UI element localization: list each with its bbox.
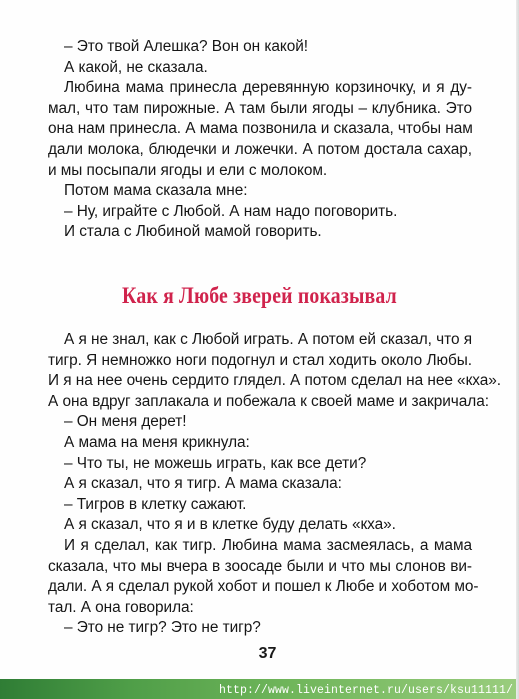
text-line: А мама на меня крикнула: bbox=[64, 433, 250, 451]
text-line: тигр. Я немножко ноги подогнул и стал ходить около Любы. bbox=[48, 351, 472, 369]
text-line: Потом мама сказала мне: bbox=[64, 182, 248, 200]
text-line: она нам принесла. А мама позвонила и сказала, чтобы нам bbox=[48, 120, 473, 138]
text-line: А я сказал, что я тигр. А мама сказала: bbox=[64, 475, 342, 493]
text-line: Любина мама принесла деревянную корзиночку, и я ду- bbox=[64, 79, 472, 97]
page-number: 37 bbox=[258, 645, 277, 662]
text-line: и мы посыпали ягоды и ели с молоком. bbox=[48, 161, 328, 179]
text-line: – Это не тигр? Это не тигр? bbox=[64, 619, 261, 637]
text-line: И стала с Любиной мамой говорить. bbox=[64, 223, 322, 241]
text-line: И я сделал, как тигр. Любина мама засмеялась, а мама bbox=[64, 536, 472, 554]
top-text-block bbox=[48, 37, 472, 243]
text-line: И я на нее очень сердито глядел. А потом сделал на нее «кха». bbox=[48, 372, 501, 390]
text-line: А я не знал, как с Любой играть. А потом ей сказал, что я bbox=[64, 331, 472, 348]
watermark-url: http://www.liveinternet.ru/users/ksu11111/ bbox=[218, 684, 513, 697]
text-line: А какой, не сказала. bbox=[64, 58, 208, 76]
text-line: – Он меня дерет! bbox=[64, 413, 187, 431]
text-line: дали. А я сделал рукой хобот и пошел к Любе и хоботом мо- bbox=[48, 578, 479, 596]
text-line: тал. А она говорила: bbox=[48, 598, 194, 616]
text-line: А она вдруг заплакала и побежала к своей маме и закричала: bbox=[48, 392, 489, 410]
chapter-title: Как я Любе зверей показывал bbox=[122, 283, 397, 308]
text-line: – Тигров в клетку сажают. bbox=[64, 495, 247, 513]
text-line: – Это твой Алешка? Вон он какой! bbox=[64, 38, 309, 55]
text-line: А я сказал, что я и в клетке буду делать «кха». bbox=[64, 516, 396, 534]
bottom-text-block bbox=[48, 330, 501, 639]
text-line: мал, что там пирожные. А там были ягоды – клубника. Это bbox=[48, 99, 472, 117]
text-line: – Что ты, не можешь играть, как все дети? bbox=[64, 454, 367, 472]
text-line: – Ну, играйте с Любой. А нам надо поговорить. bbox=[64, 202, 398, 220]
text-line: дали молока, блюдечки и ложечки. А потом достала сахар, bbox=[48, 140, 472, 158]
text-line: сказала, что мы вчера в зоосаде были и что мы слонов ви- bbox=[48, 557, 472, 575]
